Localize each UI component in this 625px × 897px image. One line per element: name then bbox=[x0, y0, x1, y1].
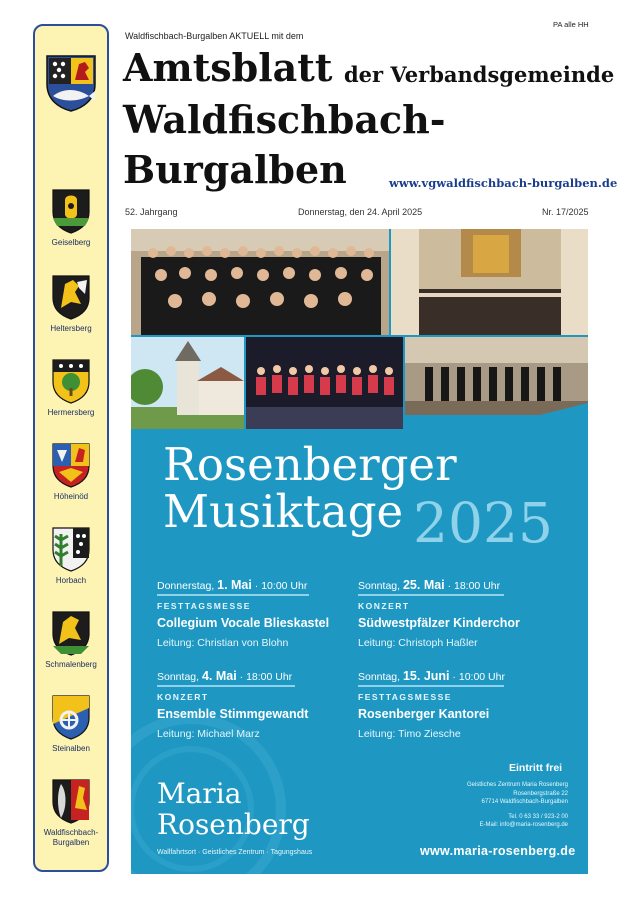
event-date-underline bbox=[358, 594, 504, 596]
poster-year: 2025 bbox=[413, 491, 553, 555]
hermersberg-crest-icon bbox=[51, 358, 91, 404]
website-link[interactable]: www.vgwaldfischbach-burgalben.de bbox=[389, 176, 618, 190]
choir-photo bbox=[131, 229, 389, 335]
steinalben-crest-icon bbox=[51, 694, 91, 740]
event-performer: Collegium Vocale Blieskastel bbox=[157, 616, 330, 630]
event-date: Sonntag, 25. Mai · 18:00 Uhr bbox=[358, 578, 501, 592]
event-director: Leitung: Christoph Haßler bbox=[358, 637, 478, 649]
schmalenberg-crest-icon bbox=[51, 610, 91, 656]
sidebar-item-label: Geiselberg bbox=[51, 238, 91, 247]
poster-title-line2: Musiktage bbox=[163, 485, 404, 538]
event-performer: Südwestpfälzer Kinderchor bbox=[358, 616, 520, 630]
event-performer: Ensemble Stimmgewandt bbox=[157, 707, 309, 721]
geiselberg-crest-icon bbox=[51, 188, 91, 234]
event-performer: Rosenberger Kantorei bbox=[358, 707, 490, 721]
event-director: Leitung: Michael Marz bbox=[157, 728, 260, 740]
event-date-underline bbox=[157, 685, 295, 687]
entry-free-label: Eintritt frei bbox=[509, 762, 563, 774]
sidebar-item-label: Höheinöd bbox=[53, 492, 89, 501]
event-type: KONZERT bbox=[358, 601, 410, 611]
sidebar-item-label: Horbach bbox=[55, 576, 87, 585]
heltersberg-crest-icon bbox=[51, 274, 91, 320]
sidebar-item-label: Hermersberg bbox=[47, 408, 95, 417]
event-director: Leitung: Timo Ziesche bbox=[358, 728, 461, 740]
masthead-town-line2: Burgalben bbox=[123, 147, 347, 192]
masthead-title: Amtsblatt bbox=[123, 45, 333, 90]
event-date: Donnerstag, 1. Mai · 10:00 Uhr bbox=[157, 578, 308, 592]
venue-website-link[interactable]: www.maria-rosenberg.de bbox=[420, 844, 576, 858]
event-type: FESTTAGSMESSE bbox=[157, 601, 251, 611]
maria-rosenberg-logo: Maria Rosenberg bbox=[157, 777, 310, 841]
event-poster bbox=[131, 229, 588, 874]
hoeheinoed-crest-icon bbox=[51, 442, 91, 488]
verbandsgemeinde-crest-icon bbox=[45, 54, 97, 112]
church-interior-photo bbox=[391, 229, 588, 335]
municipality-sidebar bbox=[33, 24, 109, 872]
venue-address: Geistliches Zentrum Maria Rosenberg Rosenbergstraße 22 67714 Waldfischbach-Burgalben Tel. 0 63 33 / 923-2 00 E-Mail: info@maria-rosenberg.de bbox=[466, 782, 568, 828]
masthead-subtitle: der Verbandsgemeinde bbox=[344, 62, 615, 87]
sidebar-item-label-line2: Burgalben bbox=[52, 838, 90, 847]
waldfischbach-crest-icon bbox=[51, 778, 91, 824]
masthead-town-line1: Waldfischbach- bbox=[123, 97, 446, 142]
sidebar-item-label: Steinalben bbox=[52, 744, 90, 753]
issue-number: Nr. 17/2025 bbox=[542, 207, 589, 217]
event-director: Leitung: Christian von Blohn bbox=[157, 637, 289, 649]
event-date: Sonntag, 15. Juni · 10:00 Uhr bbox=[358, 669, 505, 683]
poster-title-line1: Rosenberger bbox=[163, 438, 457, 491]
distribution-label: PA alle HH bbox=[553, 20, 589, 29]
horbach-crest-icon bbox=[51, 526, 91, 572]
event-type: KONZERT bbox=[157, 692, 209, 702]
masthead-preline: Waldfischbach-Burgalben AKTUELL mit dem bbox=[125, 31, 304, 41]
event-date-underline bbox=[157, 594, 309, 596]
issue-date: Donnerstag, den 24. April 2025 bbox=[298, 207, 423, 217]
sidebar-item-label: Heltersberg bbox=[50, 324, 92, 333]
event-date-underline bbox=[358, 685, 504, 687]
venue-tagline: Wallfahrtsort · Geistliches Zentrum · Tagungshaus bbox=[157, 849, 313, 856]
event-type: FESTTAGSMESSE bbox=[358, 692, 452, 702]
event-date: Sonntag, 4. Mai · 18:00 Uhr bbox=[157, 669, 293, 683]
volume-label: 52. Jahrgang bbox=[125, 207, 178, 217]
sidebar-item-label: Schmalenberg bbox=[45, 660, 97, 669]
sidebar-item-label: Waldfischbach- bbox=[43, 828, 99, 837]
